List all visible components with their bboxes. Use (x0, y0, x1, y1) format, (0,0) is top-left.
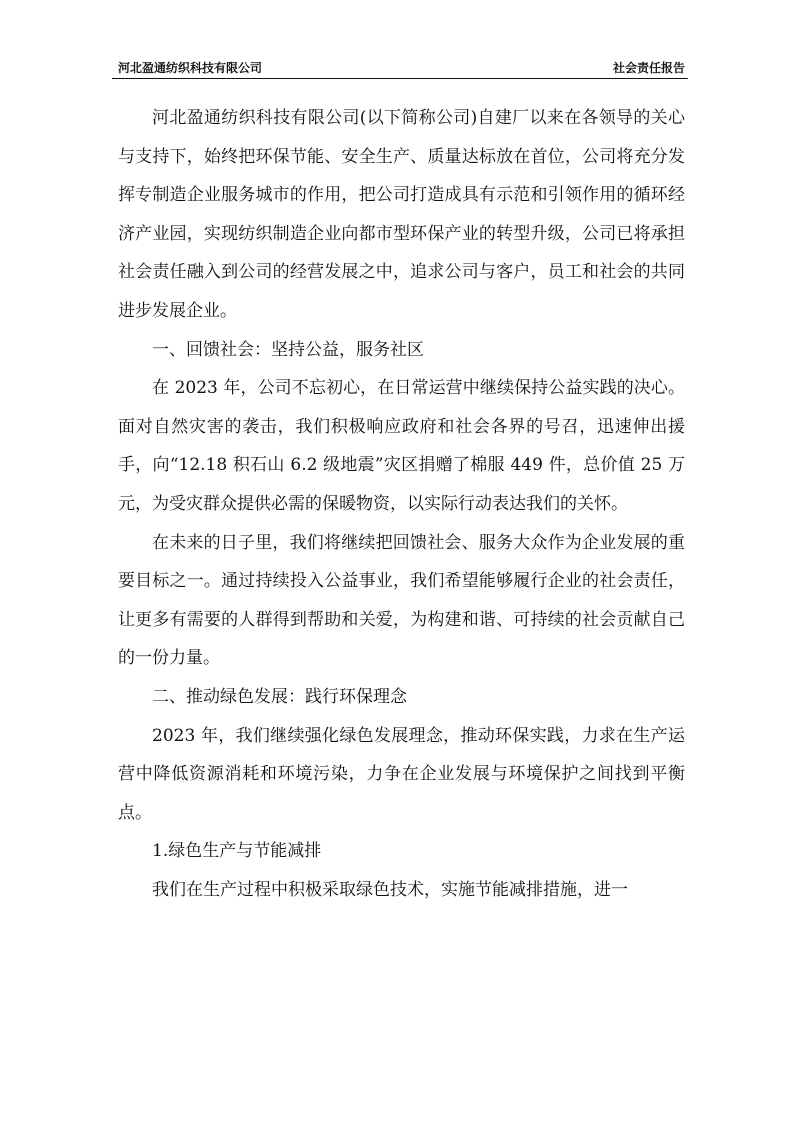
paragraph-green-2023: 2023 年，我们继续强化绿色发展理念，推动环保实践，力求在生产运营中降低资源消耗和环境污染，力争在企业发展与环境保护之间找到平衡点。 (118, 725, 685, 823)
section-heading-community: 一、回馈社会：坚持公益，服务社区 (152, 339, 424, 360)
subsection-heading-green-production: 1.绿色生产与节能减排 (152, 841, 322, 862)
section-heading-green: 二、推动绿色发展：践行环保理念 (152, 686, 407, 707)
paragraph-green-production: 我们在生产过程中积极采取绿色技术，实施节能减排措施，进一 (152, 879, 628, 900)
header-report-title: 社会责任报告 (612, 61, 685, 75)
header-divider (112, 78, 688, 79)
document-body (118, 99, 685, 909)
paragraph-future-commitment: 在未来的日子里，我们将继续把回馈社会、服务大众作为企业发展的重要目标之一。通过持续投入公益事业，我们希望能够履行企业的社会责任，让更多有需要的人群得到帮助和关爱，为构建和谐、可持续的社会贡献自己的一份力量。 (118, 532, 685, 669)
paragraph-donation: 在 2023 年，公司不忘初心，在日常运营中继续保持公益实践的决心。面对自然灾害的袭击，我们积极响应政府和社会各界的号召，迅速伸出援手，向“12.18 积石山 6.2 级地震”灾区捐赠了棉服 449 件，总价值 25 万元，为受灾群众提供必需的保暖物资，以实际行动表达我们的关怀。 (118, 378, 685, 514)
page-header (118, 56, 685, 78)
header-company-name: 河北盈通纺织科技有限公司 (118, 61, 263, 75)
intro-paragraph: 河北盈通纺织科技有限公司(以下简称公司)自建厂以来在各领导的关心与支持下，始终把环保节能、安全生产、质量达标放在首位，公司将充分发挥专制造企业服务城市的作用，把公司打造成具有示范和引领作用的循环经济产业园，实现纺织制造企业向都市型环保产业的转型升级，公司已将承担社会责任融入到公司的经营发展之中，追求公司与客户，员工和社会的共同进步发展企业。 (118, 108, 685, 321)
